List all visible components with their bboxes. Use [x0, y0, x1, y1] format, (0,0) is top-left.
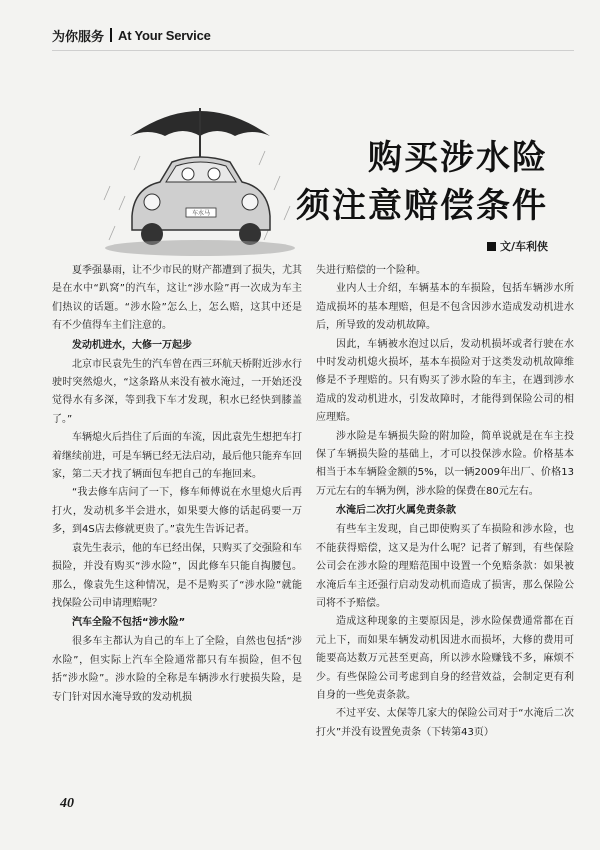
- section-header: [52, 26, 211, 44]
- paragraph: 很多车主都认为自己的车上了全险，自然也包括“涉水险”，但实际上汽车全险通常都只有车损险，但不包括“涉水险”。涉水险的全称是车辆涉水行驶损失险，是专门针对因水淹导致的发动机损: [52, 636, 302, 703]
- subheading: 水淹后二次打火属免责条款: [336, 505, 456, 517]
- article-title-line2: 须注意赔偿条件: [296, 186, 548, 226]
- header-divider: [110, 28, 112, 42]
- subheading: 汽车全险不包括“涉水险”: [72, 617, 186, 629]
- paragraph: “我去修车店问了一下，修车师傅说在水里熄火后再打火，发动机多半会进水，如果要大修的话起码要一万多，到4S店去修就更贵了。”袁先生告诉记者。: [52, 487, 302, 536]
- paragraph: 袁先生表示，他的车已经出保，只购买了交强险和车损险，并没有购买“涉水险”，因此修车只能自掏腰包。那么，像袁先生这种情况，是不是购买了“涉水险”就能找保险公司申请理赔呢？: [52, 542, 302, 609]
- section-label-cn: 为你服务: [52, 28, 105, 44]
- left-column: [52, 262, 302, 806]
- paragraph: 因此，车辆被水泡过以后，发动机损坏或者行驶在水中时发动机熄火损坏，基本车损险对于这类发动机故障维修是不予理赔的。只有购买了涉水险的车主，在遇到涉水造成的发动机进水，引发故障时，才能得到保险公司的相应理赔。: [316, 338, 574, 424]
- car-umbrella-illustration: [100, 96, 300, 266]
- paragraph: 车辆熄火后挡住了后面的车流，因此袁先生想把车打着继续前进，可是车辆已经无法启动，最后他只能弃车回家，第二天才找了辆面包车把自己的车拖回来。: [52, 432, 302, 481]
- paragraph: 夏季强暴雨，让不少市民的财产都遭到了损失，尤其是在水中“趴窝”的汽车，这让“涉水险”再一次成为车主们热议的话题。“涉水险”怎么上，怎么赔，这其中还是有不少值得车主们注意的。: [52, 265, 302, 332]
- right-column: [316, 262, 574, 782]
- paragraph: 造成这种现象的主要原因是，涉水险保费通常都在百元上下，而如果车辆发动机因进水而损坏，大修的费用可能要高达数万元甚至更高，所以涉水险赚钱不多，麻烦不少。有些保险公司考虑到自身的经营效益，会制定更有利自身的一些免责条款。: [316, 616, 574, 701]
- header-rule: [52, 50, 574, 51]
- article-title-line1: 购买涉水险: [368, 138, 548, 178]
- section-label-en: At Your Service: [118, 27, 211, 43]
- license-plate-text: 车水马: [191, 210, 211, 217]
- author-name: 文/车利侠: [499, 240, 548, 253]
- subheading: 发动机进水，大修一万起步: [72, 339, 192, 351]
- paragraph: 业内人士介绍，车辆基本的车损险，包括车辆涉水所造成损坏的基本理赔，但是不包含因涉水造成发动机进水后，所导致的发动机故障。: [316, 283, 574, 332]
- page-number: 40: [60, 796, 74, 811]
- author-byline: [487, 238, 548, 254]
- square-bullet-icon: [487, 242, 496, 251]
- paragraph: 不过平安、太保等几家大的保险公司对于“水淹后二次打火”并没有设置免责条（下转第43页）: [316, 708, 574, 738]
- paragraph: 涉水险是车辆损失险的附加险，简单说就是在车主投保了车辆损失险的基础上，才可以投保涉水险。价格基本相当于本车辆险金额的5%，以一辆2009年出厂、价格13万元左右的车辆为例，涉水险的保费在80元左右。: [316, 430, 574, 497]
- paragraph: 失进行赔偿的一个险种。: [316, 265, 426, 276]
- paragraph: 北京市民袁先生的汽车曾在西三环航天桥附近涉水行驶时突然熄火，“这条路从来没有被水淹过，一开始还没觉得水有多深，等到我下车才发现，积水已经快到膝盖了。”: [52, 358, 302, 425]
- paragraph: 有些车主发现，自己即使购买了车损险和涉水险，也不能获得赔偿，这又是为什么呢？记者了解到，有些保险公司会在涉水险的理赔范围中设置一个免赔条款：如果被水淹后车主还强行启动发动机而造成了损害，那么保险公司将不予赔偿。: [316, 524, 574, 609]
